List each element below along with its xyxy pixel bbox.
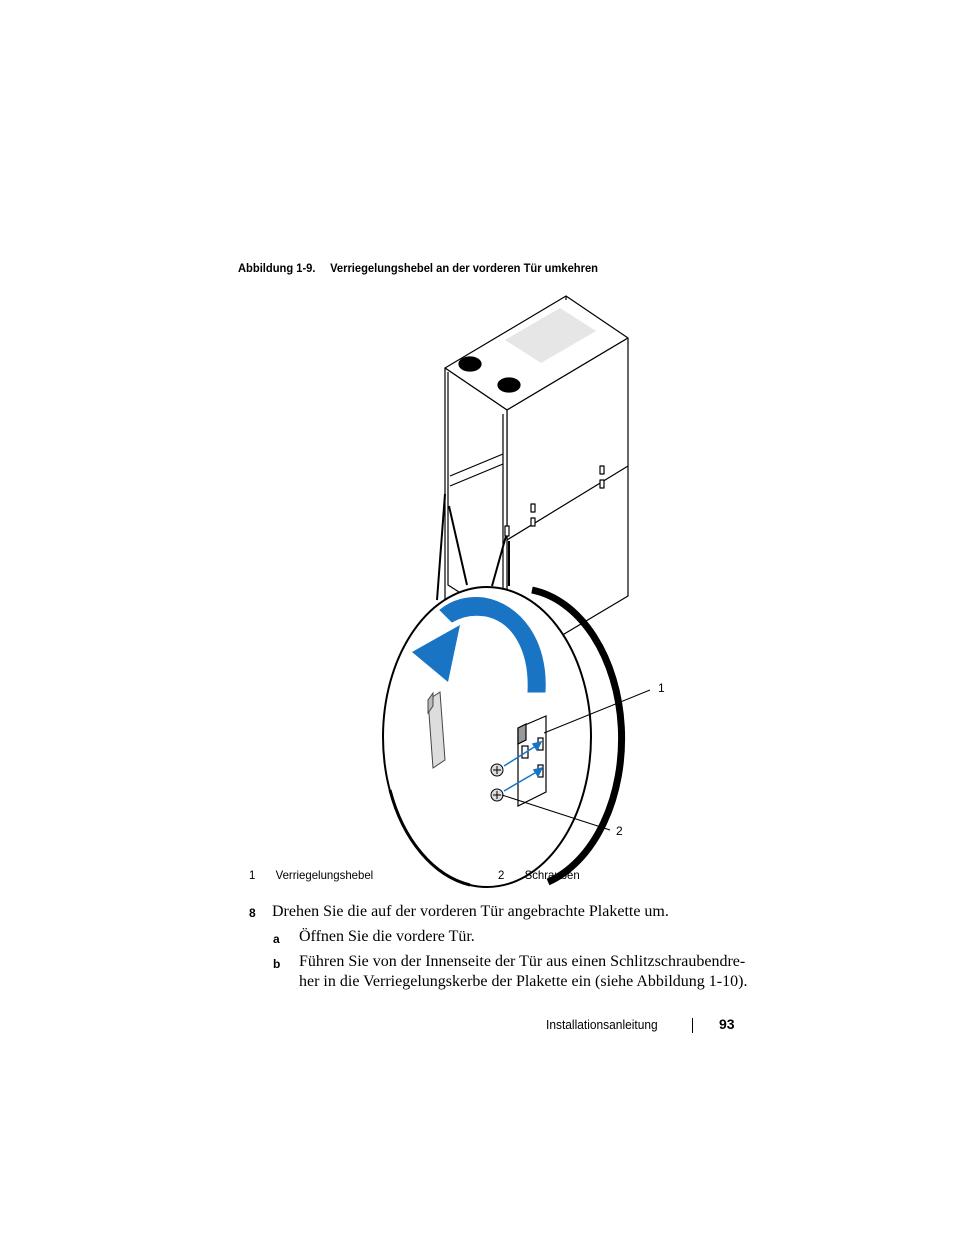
legend-label: Schrauben: [524, 868, 580, 882]
callout-1: 1: [658, 681, 665, 695]
step-a-text: Öffnen Sie die vordere Tür.: [299, 928, 475, 945]
step-8-text: Drehen Sie die auf der vorderen Tür angebrachte Plakette um.: [272, 903, 669, 920]
step-8-marker: 8: [249, 906, 256, 920]
legend-label: Verriegelungshebel: [275, 868, 374, 882]
legend-number: 1: [249, 868, 256, 882]
figure-number: Abbildung 1-9.: [238, 261, 316, 275]
legend-number: 2: [498, 868, 505, 882]
screw-bottom: [491, 789, 503, 801]
footer-separator: [692, 1018, 693, 1033]
callout-2: 2: [616, 824, 623, 838]
step-b-text-line1: Führen Sie von der Innenseite der Tür aus einen Schlitzschraubendre-: [299, 953, 746, 970]
page-number: 93: [719, 1016, 735, 1032]
step-b-text-line2: her in die Verriegelungskerbe der Plakette ein (siehe Abbildung 1-10).: [299, 973, 748, 990]
step-b-marker: b: [273, 957, 281, 971]
figure-title: Verriegelungshebel an der vorderen Tür umkehren: [330, 261, 598, 275]
screw-top: [491, 764, 503, 776]
step-a-marker: a: [273, 932, 280, 946]
latch-lever: [518, 716, 546, 806]
footer-title: Installationsanleitung: [546, 1017, 658, 1032]
detail-magnifier: [383, 587, 622, 887]
